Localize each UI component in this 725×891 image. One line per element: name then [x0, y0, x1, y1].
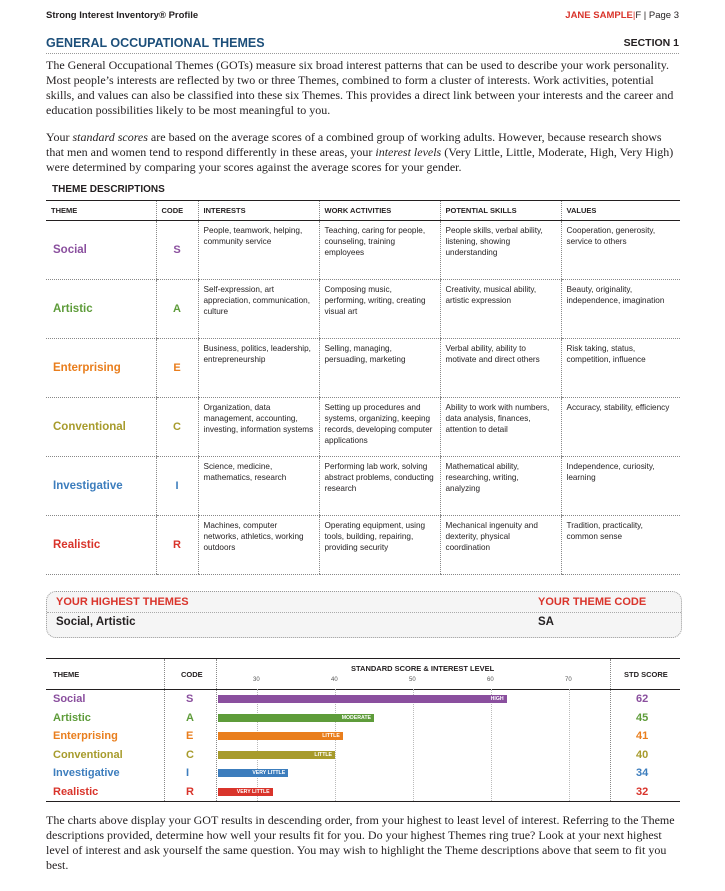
score-bar-enterprising: [218, 732, 343, 740]
score-bar-social: [218, 695, 507, 703]
theme-potential-skills: Mechanical ingenuity and dexterity, physical coordination: [440, 516, 561, 575]
theme-descriptions-heading: THEME DESCRIPTIONS: [52, 184, 165, 195]
x-tick-label: 50: [409, 677, 416, 683]
score-theme-code: E: [186, 730, 194, 742]
header-separator: |: [632, 10, 636, 21]
score-row-enterprising: [46, 727, 680, 745]
std-score-value: 32: [636, 785, 649, 798]
theme-name: Artistic: [46, 280, 156, 339]
theme-name: Enterprising: [46, 339, 156, 398]
col-header-code: CODE: [156, 201, 198, 221]
theme-values: Independence, curiosity, learning: [561, 457, 680, 516]
theme-row-investigative: [46, 457, 680, 516]
theme-code: S: [156, 221, 198, 280]
theme-values: Beauty, originality, independence, imagination: [561, 280, 680, 339]
theme-row-social: [46, 221, 680, 280]
theme-work-activities: Teaching, caring for people, counseling, training employees: [319, 221, 440, 280]
score-theme-code: A: [186, 711, 194, 724]
chart-title: STANDARD SCORE & INTEREST LEVEL: [351, 664, 495, 673]
theme-name: Investigative: [46, 457, 156, 516]
chart-col-code: CODE: [181, 670, 203, 679]
theme-work-activities: Operating equipment, using tools, building, repairing, providing security: [319, 516, 440, 575]
score-theme-name: Realistic: [53, 785, 99, 798]
score-chart: [46, 658, 680, 802]
theme-row-enterprising: [46, 339, 680, 398]
score-theme-name: Social: [53, 693, 86, 705]
section-title: GENERAL OCCUPATIONAL THEMES: [46, 36, 265, 50]
interest-level-label: VERY LITTLE: [236, 788, 270, 795]
intro-text-e: (Very Little, Little, Moderate, High, Very High) were determined by comparing your scores against the average scores for your gender.: [46, 145, 674, 174]
std-score-value: 62: [636, 693, 649, 705]
col-header-theme: THEME: [46, 201, 156, 221]
theme-code-label: YOUR THEME CODE: [538, 596, 647, 608]
intro-text-c: are based on the average scores of a combined group of working adults. However, because research shows that men and women tend to respond differently in these areas, your: [46, 130, 662, 159]
theme-row-conventional: [46, 398, 680, 457]
std-score-value: 40: [636, 748, 649, 761]
page-info: [565, 10, 679, 21]
std-score-value: 45: [636, 711, 649, 724]
theme-code: E: [156, 339, 198, 398]
x-tick-label: 70: [565, 677, 572, 683]
score-row-social: [46, 690, 680, 708]
theme-interests: Business, politics, leadership, entrepreneurship: [198, 339, 319, 398]
page-header: [46, 8, 679, 24]
chart-col-theme: THEME: [53, 670, 80, 679]
col-header-work-activities: WORK ACTIVITIES: [319, 201, 440, 221]
interest-level-label: VERY LITTLE: [252, 770, 286, 776]
score-row-investigative: [46, 764, 680, 782]
theme-potential-skills: Verbal ability, ability to motivate and direct others: [440, 339, 561, 398]
theme-code: C: [156, 398, 198, 457]
score-bar-conventional: [218, 751, 335, 759]
theme-work-activities: Setting up procedures and systems, organizing, keeping records, developing computer applications: [319, 398, 440, 457]
theme-interests: People, teamwork, helping, community service: [198, 221, 319, 280]
intro-term-interest-levels: interest levels: [375, 145, 442, 159]
theme-interests: Science, medicine, mathematics, research: [198, 457, 319, 516]
theme-code-value: SA: [538, 616, 554, 628]
score-row-conventional: [46, 746, 680, 764]
section-number: SECTION 1: [623, 37, 679, 49]
std-score-value: 34: [636, 767, 649, 779]
score-row-artistic: [46, 709, 680, 727]
theme-interests: Machines, computer networks, athletics, working outdoors: [198, 516, 319, 575]
theme-work-activities: Composing music, performing, writing, creating visual art: [319, 280, 440, 339]
interest-level-label: MODERATE: [341, 714, 371, 721]
section-title-bar: [46, 33, 679, 54]
score-theme-name: Investigative: [53, 767, 120, 779]
theme-code: A: [156, 280, 198, 339]
theme-interests: Self-expression, art appreciation, communication, culture: [198, 280, 319, 339]
score-bar-realistic: [218, 788, 273, 796]
score-row-realistic: [46, 783, 680, 801]
x-tick-label: 30: [253, 677, 260, 683]
x-tick-label: 60: [487, 677, 494, 683]
theme-row-artistic: [46, 280, 680, 339]
col-header-potential-skills: POTENTIAL SKILLS: [440, 201, 561, 221]
theme-row-realistic: [46, 516, 680, 575]
highest-themes-box: [46, 591, 682, 638]
theme-interests: Organization, data management, accounting, investing, information systems: [198, 398, 319, 457]
theme-potential-skills: Creativity, musical ability, artistic expression: [440, 280, 561, 339]
score-theme-name: Conventional: [53, 748, 123, 761]
theme-code: R: [156, 516, 198, 575]
chart-col-score: STD SCORE: [624, 670, 668, 679]
theme-code: I: [156, 457, 198, 516]
interest-level-label: LITTLE: [314, 751, 332, 758]
interest-level-label: HIGH: [490, 696, 504, 702]
closing-paragraph: The charts above display your GOT results in descending order, from your highest to least level of interest. Referring to the Theme descriptions provided, determine how well your results fit for you. Do your highest Themes ring true? Look at your next highest level of interest and ask yourself the same question. You may wish to highlight the Theme descriptions above that seem to fit you best.: [46, 813, 675, 872]
interest-level-label: LITTLE: [322, 733, 340, 739]
client-name: JANE SAMPLE: [565, 10, 633, 21]
theme-potential-skills: Ability to work with numbers, data analysis, finances, attention to detail: [440, 398, 561, 457]
intro-paragraph-2: [46, 130, 680, 175]
theme-name: Social: [46, 221, 156, 280]
highest-themes-label: YOUR HIGHEST THEMES: [56, 596, 189, 608]
score-bar-artistic: [218, 714, 374, 722]
theme-work-activities: Selling, managing, persuading, marketing: [319, 339, 440, 398]
theme-values: Accuracy, stability, efficiency: [561, 398, 680, 457]
score-theme-code: I: [186, 767, 190, 779]
score-theme-code: R: [186, 785, 194, 798]
theme-work-activities: Performing lab work, solving abstract problems, conducting research: [319, 457, 440, 516]
theme-descriptions-table: [46, 200, 680, 575]
theme-name: Conventional: [46, 398, 156, 457]
page-number: F | Page 3: [635, 10, 679, 21]
theme-potential-skills: People skills, verbal ability, listening, showing understanding: [440, 221, 561, 280]
theme-values: Cooperation, generosity, service to others: [561, 221, 680, 280]
theme-potential-skills: Mathematical ability, researching, writing, analyzing: [440, 457, 561, 516]
col-header-values: VALUES: [561, 201, 680, 221]
score-theme-name: Artistic: [53, 711, 91, 724]
intro-term-standard-scores: standard scores: [72, 130, 148, 144]
theme-name: Realistic: [46, 516, 156, 575]
score-theme-name: Enterprising: [53, 730, 118, 742]
col-header-interests: INTERESTS: [198, 201, 319, 221]
score-bar-investigative: [218, 769, 288, 777]
x-tick-label: 40: [331, 677, 338, 683]
intro-paragraph-1: The General Occupational Themes (GOTs) measure six broad interest patterns that can be used to describe your work personality. Most people’s interests are reflected by two or three Themes, combined to form a cluster of interests. Work activities, potential skills, and values can also be classified into these six Themes. This provides a direct link between your interests and the career and education possibilities likely to be most meaningful to you.: [46, 58, 674, 117]
score-theme-code: S: [186, 693, 194, 705]
theme-values: Tradition, practicality, common sense: [561, 516, 680, 575]
theme-values: Risk taking, status, competition, influence: [561, 339, 680, 398]
theme-table-header-row: [46, 201, 680, 221]
intro-text-a: Your: [46, 130, 73, 144]
highest-themes-value: Social, Artistic: [56, 616, 136, 628]
report-title: Strong Interest Inventory® Profile: [46, 10, 199, 21]
std-score-value: 41: [636, 730, 649, 742]
score-theme-code: C: [186, 748, 194, 761]
